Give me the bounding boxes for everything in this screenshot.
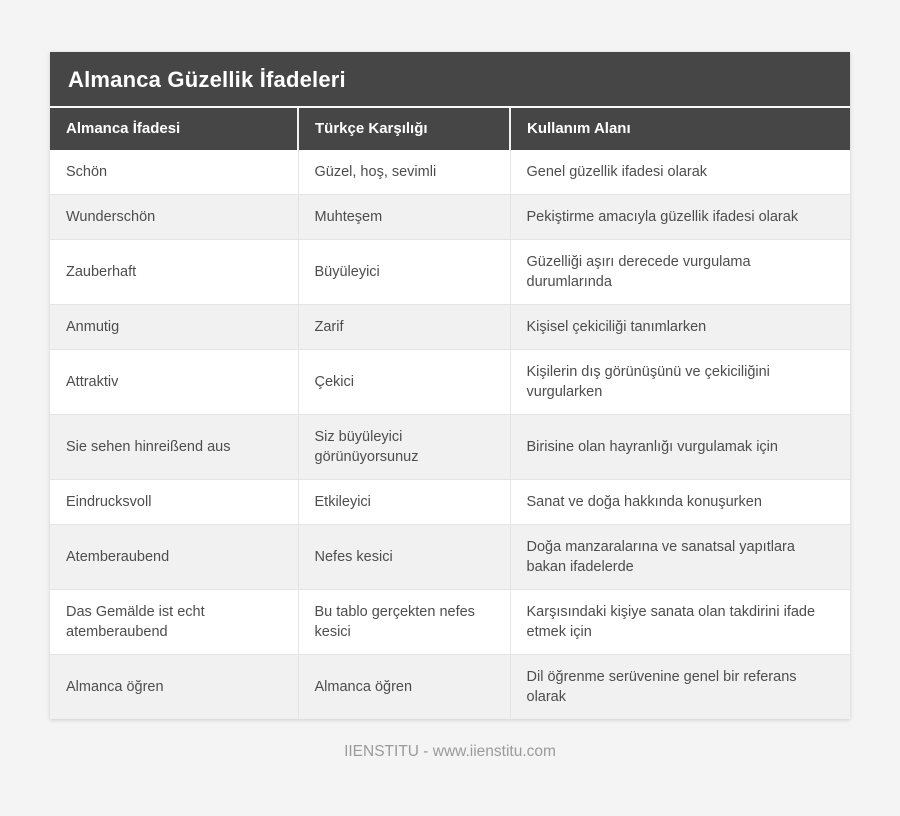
table-cell: Siz büyüleyici görünüyorsunuz [298,415,510,480]
table-cell: Almanca öğren [50,655,298,720]
table-cell: Eindrucksvoll [50,480,298,525]
table-cell: Büyüleyici [298,240,510,305]
expressions-table [50,108,850,719]
table-row [50,195,850,240]
table-cell: Genel güzellik ifadesi olarak [510,150,850,195]
table-row [50,525,850,590]
table-cell: Çekici [298,350,510,415]
table-cell: Almanca öğren [298,655,510,720]
table-row [50,350,850,415]
table-cell: Attraktiv [50,350,298,415]
table-cell: Das Gemälde ist echt atemberaubend [50,590,298,655]
table-cell: Sie sehen hinreißend aus [50,415,298,480]
table-row [50,590,850,655]
table-row [50,150,850,195]
table-cell: Anmutig [50,305,298,350]
table-row [50,240,850,305]
table-cell: Sanat ve doğa hakkında konuşurken [510,480,850,525]
table-cell: Pekiştirme amacıyla güzellik ifadesi olarak [510,195,850,240]
table-cell: Nefes kesici [298,525,510,590]
table-body [50,150,850,719]
column-header-usage: Kullanım Alanı [510,108,850,150]
column-header-turkish: Türkçe Karşılığı [298,108,510,150]
table-cell: Muhteşem [298,195,510,240]
table-cell: Birisine olan hayranlığı vurgulamak için [510,415,850,480]
table-cell: Atemberaubend [50,525,298,590]
table-header-row [50,108,850,150]
table-cell: Etkileyici [298,480,510,525]
page-title: Almanca Güzellik İfadeleri [50,52,850,108]
footer-credit: IIENSTITU - www.iienstitu.com [344,743,556,760]
table-cell: Kişilerin dış görünüşünü ve çekiciliğini vurgularken [510,350,850,415]
table-cell: Karşısındaki kişiye sanata olan takdirini ifade etmek için [510,590,850,655]
table-row [50,305,850,350]
table-cell: Zauberhaft [50,240,298,305]
table-cell: Güzel, hoş, sevimli [298,150,510,195]
table-cell: Dil öğrenme serüvenine genel bir referans olarak [510,655,850,720]
table-cell: Zarif [298,305,510,350]
table-row [50,655,850,720]
expressions-card [50,52,850,719]
table-cell: Güzelliği aşırı derecede vurgulama durumlarında [510,240,850,305]
table-cell: Bu tablo gerçekten nefes kesici [298,590,510,655]
table-cell: Schön [66,164,108,180]
table-cell: Doğa manzaralarına ve sanatsal yapıtlara bakan ifadelerde [510,525,850,590]
table-row [50,480,850,525]
table-cell: Wunderschön [50,195,298,240]
table-cell: Kişisel çekiciliği tanımlarken [510,305,850,350]
table-row [50,415,850,480]
column-header-german: Almanca İfadesi [50,108,298,150]
